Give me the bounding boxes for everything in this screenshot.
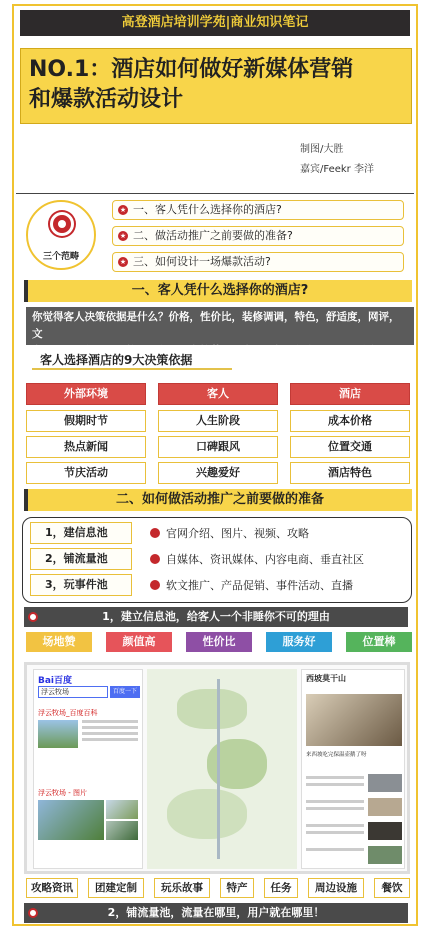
star-icon: ★ — [119, 206, 127, 214]
table-cell: 热点新闻 — [26, 436, 146, 458]
tag-looks: 颜值高 — [106, 632, 172, 652]
table-cell: 成本价格 — [290, 410, 410, 432]
post-text — [306, 776, 364, 779]
page-title — [20, 48, 412, 124]
tile-dining: 餐饮 — [374, 878, 410, 898]
map-road — [217, 679, 220, 859]
table-cell: 口碑跟风 — [158, 436, 278, 458]
divider — [16, 193, 414, 194]
baidu-logo: Bai百度 — [38, 676, 73, 686]
traffic-pool-bar: 2，铺流量池，流量在哪里，用户就在哪里！ — [24, 903, 408, 923]
info-pool-bar: 1，建立信息池，给客人一个非睡你不可的理由 — [24, 607, 408, 627]
example-collage — [24, 662, 410, 874]
table-cell: 酒店特色 — [290, 462, 410, 484]
heart-icon — [28, 908, 38, 918]
tile-task: 任务 — [264, 878, 298, 898]
result-image — [38, 800, 104, 840]
tile-story: 玩乐故事 — [154, 878, 210, 898]
pool-desc: 自媒体、资讯媒体、内容电商、垂直社区 — [150, 552, 364, 568]
post-thumb — [368, 822, 402, 840]
table-header: 酒店 — [290, 383, 410, 405]
tag-venue: 场地赞 — [26, 632, 92, 652]
table-header: 客人 — [158, 383, 278, 405]
toc-item-3[interactable]: ★ 三、如何设计一场爆款活动? — [112, 252, 404, 272]
post-thumb — [368, 774, 402, 792]
question-box — [26, 307, 414, 357]
search-input[interactable]: 浮云牧场 — [38, 686, 108, 698]
pool-label: 3，玩事件池 — [30, 574, 132, 596]
table-cell: 兴趣爱好 — [158, 462, 278, 484]
title-line-2: 和爆款活动设计 — [29, 87, 184, 112]
thumbs-up-icon — [150, 580, 160, 590]
thumbs-up-icon — [150, 554, 160, 564]
question-line-1: 你觉得客人决策依据是什么？价格，性价比，装修调调，特色，舒适度，网评，文 — [32, 311, 400, 340]
tag-value: 性价比 — [186, 632, 252, 652]
table-cell: 节庆活动 — [26, 462, 146, 484]
pool-label: 2，铺流量池 — [30, 548, 132, 570]
tag-location: 位置棒 — [346, 632, 412, 652]
scope-badge — [26, 200, 96, 270]
question-line-2: 案，外观，位置，环境，服务，朋友推荐，卫生，品牌，你会从那几个维度？ — [32, 345, 389, 357]
result-title[interactable]: 浮云牧场_百度百科 — [38, 709, 98, 717]
map-area — [177, 689, 247, 729]
top-banner: 高登酒店培训学苑|商业知识笔记 — [20, 10, 410, 36]
pool-desc: 软文推广、产品促销、事件活动、直播 — [150, 578, 353, 594]
social-post-panel — [301, 669, 405, 869]
tag-service: 服务好 — [266, 632, 332, 652]
result-image — [106, 800, 138, 819]
target-icon — [50, 212, 74, 236]
subheading-underline — [32, 368, 232, 370]
tile-facilities: 周边设施 — [308, 878, 364, 898]
search-button[interactable]: 百度一下 — [110, 686, 140, 698]
search-result-panel — [33, 669, 143, 869]
post-thumb — [368, 798, 402, 816]
credit-made: 制图/大胜 — [300, 144, 344, 155]
map-illustration — [147, 669, 297, 869]
table-cell: 人生阶段 — [158, 410, 278, 432]
subheading: 客人选择酒店的9大决策依据 — [40, 353, 193, 367]
toc-item-1[interactable]: ★ 一、客人凭什么选择你的酒店? — [112, 200, 404, 220]
map-area — [167, 789, 247, 839]
title-line-1: NO.1：酒店如何做好新媒体营销 — [29, 57, 354, 82]
toc-item-2[interactable]: ★ 二、做活动推广之前要做的准备? — [112, 226, 404, 246]
tile-specialty: 特产 — [220, 878, 254, 898]
tile-guide: 攻略资讯 — [26, 878, 78, 898]
table-header: 外部环境 — [26, 383, 146, 405]
tile-team: 团建定制 — [88, 878, 144, 898]
table-cell: 假期时节 — [26, 410, 146, 432]
map-area — [207, 739, 267, 789]
section-2-title: 二、如何做活动推广之前要做的准备 — [24, 489, 412, 511]
result-thumbnail — [38, 720, 78, 748]
post-caption: 来西坡吃完保温壶鹅了呀 — [306, 752, 367, 758]
post-title: 西坡莫干山 — [306, 674, 346, 683]
thumbs-up-icon — [150, 528, 160, 538]
star-icon: ★ — [119, 232, 127, 240]
post-thumb — [368, 846, 402, 864]
scope-label: 三个范畴 — [42, 252, 79, 262]
result-title[interactable]: 浮云牧场 - 图片 — [38, 789, 87, 797]
result-image — [106, 821, 138, 840]
pool-desc: 官网介绍、图片、视频、攻略 — [150, 526, 309, 542]
star-icon: ★ — [119, 258, 127, 266]
credit-guest: 嘉宾/Feekr 李洋 — [300, 164, 374, 175]
heart-icon — [28, 612, 38, 622]
pool-label: 1，建信息池 — [30, 522, 132, 544]
post-photo — [306, 694, 402, 746]
table-cell: 位置交通 — [290, 436, 410, 458]
result-snippet — [82, 720, 138, 723]
section-1-title: 一、客人凭什么选择你的酒店? — [24, 280, 412, 302]
